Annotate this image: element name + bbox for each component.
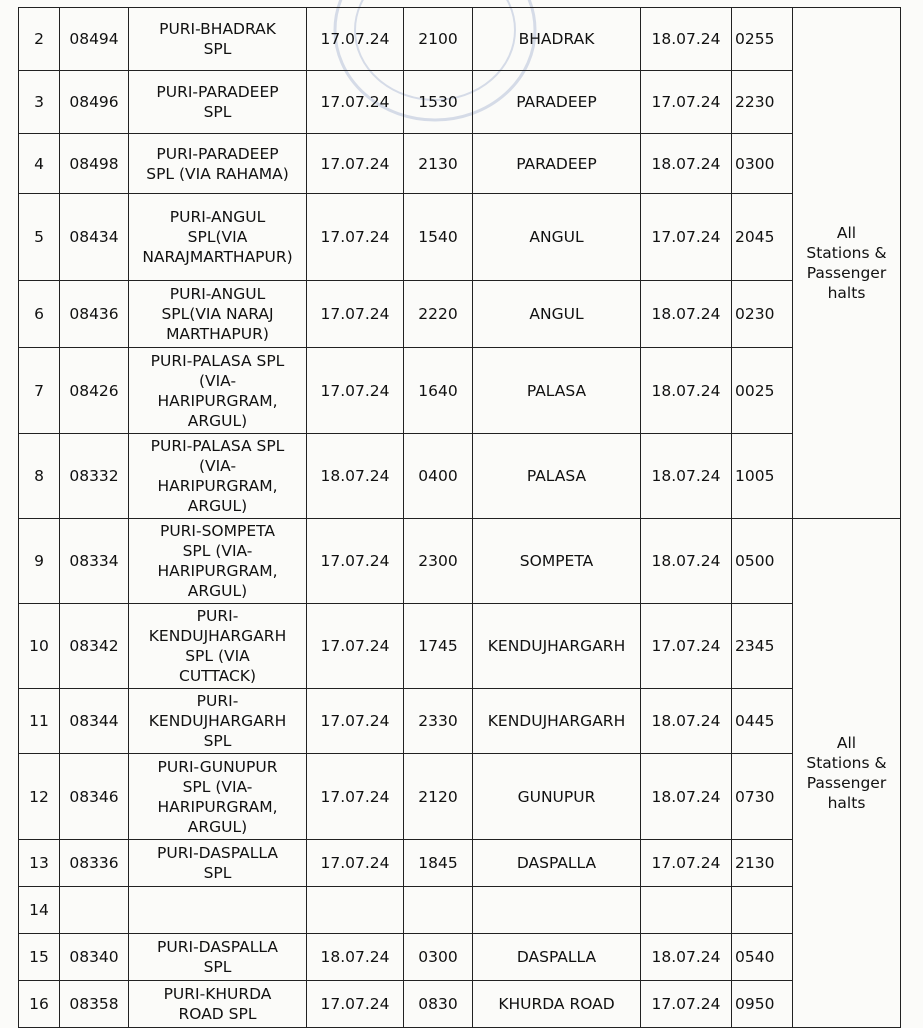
train-name-line: PURI-DASPALLA [157, 844, 278, 862]
departure-date: 17.07.24 [307, 840, 404, 887]
train-name [129, 981, 307, 1028]
train-name-line: (VIA- [198, 457, 237, 475]
train-name-line: HARIPURGRAM, [157, 391, 278, 410]
serial-number: 16 [19, 981, 60, 1028]
serial-number: 4 [19, 134, 60, 194]
destination: PARADEEP [473, 134, 641, 194]
train-number: 08340 [60, 934, 129, 981]
departure-time: 1530 [404, 71, 473, 134]
arrival-date: 18.07.24 [641, 754, 732, 840]
train-name-line: PURI-PALASA SPL [150, 351, 285, 370]
departure-time: 1640 [404, 348, 473, 434]
train-name-line: SPL [203, 732, 232, 750]
destination: DASPALLA [473, 934, 641, 981]
serial-number: 11 [19, 689, 60, 754]
destination: BHADRAK [473, 8, 641, 71]
train-number: 08346 [60, 754, 129, 840]
serial-number: 7 [19, 348, 60, 434]
stoppages-cell [793, 519, 901, 1028]
stoppages-line: Passenger [806, 264, 887, 282]
train-name-line: KENDUJHARGARH [148, 712, 287, 730]
train-number: 08332 [60, 434, 129, 519]
arrival-date [641, 887, 732, 934]
train-name [129, 604, 307, 689]
serial-number: 3 [19, 71, 60, 134]
destination: KENDUJHARGARH [473, 689, 641, 754]
departure-date: 17.07.24 [307, 754, 404, 840]
serial-number: 6 [19, 281, 60, 348]
train-name-line: KENDUJHARGARH [148, 627, 287, 645]
train-number: 08344 [60, 689, 129, 754]
departure-time: 1845 [404, 840, 473, 887]
train-number: 08342 [60, 604, 129, 689]
arrival-date: 17.07.24 [641, 604, 732, 689]
serial-number: 2 [19, 8, 60, 71]
serial-number: 14 [19, 887, 60, 934]
destination: PARADEEP [473, 71, 641, 134]
destination: KHURDA ROAD [473, 981, 641, 1028]
train-number: 08334 [60, 519, 129, 604]
train-name-line: SPL [203, 864, 232, 882]
train-name-line: ARGUL) [187, 497, 248, 515]
serial-number: 13 [19, 840, 60, 887]
train-name-line: CUTTACK) [179, 667, 256, 685]
train-number [60, 887, 129, 934]
destination: PALASA [473, 348, 641, 434]
arrival-date: 18.07.24 [641, 8, 732, 71]
arrival-time: 2230 [732, 71, 793, 134]
departure-date: 17.07.24 [307, 71, 404, 134]
arrival-date: 17.07.24 [641, 981, 732, 1028]
train-name-line: PURI-SOMPETA [159, 522, 276, 540]
table-row [19, 754, 901, 840]
train-number: 08434 [60, 194, 129, 281]
arrival-time: 1005 [732, 434, 793, 519]
destination: ANGUL [473, 281, 641, 348]
table-row [19, 887, 901, 934]
arrival-time: 0500 [732, 519, 793, 604]
table-row [19, 840, 901, 887]
departure-date: 17.07.24 [307, 134, 404, 194]
departure-date: 17.07.24 [307, 8, 404, 71]
table-row [19, 689, 901, 754]
arrival-date: 18.07.24 [641, 934, 732, 981]
train-name [129, 281, 307, 348]
train-name-line: PURI- [196, 692, 239, 710]
table-row [19, 71, 901, 134]
arrival-time: 2130 [732, 840, 793, 887]
table-row [19, 934, 901, 981]
table-row [19, 348, 901, 434]
arrival-date: 17.07.24 [641, 840, 732, 887]
departure-time: 2100 [404, 8, 473, 71]
destination: GUNUPUR [473, 754, 641, 840]
train-number: 08436 [60, 281, 129, 348]
arrival-date: 18.07.24 [641, 434, 732, 519]
stoppages-line: halts [827, 284, 866, 302]
serial-number: 5 [19, 194, 60, 281]
table-row [19, 8, 901, 71]
destination: DASPALLA [473, 840, 641, 887]
train-name [129, 840, 307, 887]
destination: KENDUJHARGARH [473, 604, 641, 689]
train-name-line: SPL (VIA- [182, 777, 253, 796]
arrival-time: 0540 [732, 934, 793, 981]
train-number: 08358 [60, 981, 129, 1028]
arrival-time: 0025 [732, 348, 793, 434]
train-name-line: (VIA- [198, 371, 237, 390]
stoppages-line: Stations & [806, 244, 887, 262]
stoppages-line: Stations & [806, 754, 887, 772]
arrival-time: 2045 [732, 194, 793, 281]
train-name-line: ARGUL) [187, 817, 248, 836]
arrival-date: 18.07.24 [641, 519, 732, 604]
train-name [129, 434, 307, 519]
train-name-line: SPL (VIA RAHAMA) [146, 164, 289, 183]
destination: SOMPETA [473, 519, 641, 604]
destination: ANGUL [473, 194, 641, 281]
special-train-schedule-table [18, 7, 901, 1028]
train-name [129, 71, 307, 134]
departure-time: 2330 [404, 689, 473, 754]
serial-number: 15 [19, 934, 60, 981]
train-name [129, 8, 307, 71]
departure-time: 0300 [404, 934, 473, 981]
departure-time: 0400 [404, 434, 473, 519]
train-name-line: SPL [203, 40, 232, 58]
departure-date: 18.07.24 [307, 434, 404, 519]
train-name [129, 689, 307, 754]
departure-date: 17.07.24 [307, 194, 404, 281]
train-name-line: SPL (VIA- [182, 542, 253, 560]
departure-date: 18.07.24 [307, 934, 404, 981]
train-name-line: PURI-ANGUL [169, 285, 266, 303]
stoppages-line: Passenger [806, 774, 887, 792]
train-name-line: NARAJMARTHAPUR) [142, 248, 293, 266]
table-row [19, 281, 901, 348]
train-name [129, 887, 307, 934]
arrival-date: 17.07.24 [641, 71, 732, 134]
train-name-line: PURI-BHADRAK [159, 20, 276, 38]
stoppages-line: halts [827, 794, 866, 812]
train-name-line: MARTHAPUR) [166, 325, 269, 343]
train-name [129, 754, 307, 840]
train-name-line: PURI- [196, 607, 239, 625]
train-name-line: PURI-PALASA SPL [150, 437, 285, 455]
serial-number: 10 [19, 604, 60, 689]
train-name-line: SPL(VIA NARAJ [161, 305, 274, 323]
departure-time: 2130 [404, 134, 473, 194]
table-row [19, 134, 901, 194]
train-name-line: PURI-PARADEEP [156, 83, 279, 101]
departure-time: 1540 [404, 194, 473, 281]
train-name-line: PURI-GUNUPUR [157, 757, 278, 776]
departure-time: 0830 [404, 981, 473, 1028]
arrival-date: 18.07.24 [641, 134, 732, 194]
train-name [129, 134, 307, 194]
train-number: 08494 [60, 8, 129, 71]
train-number: 08498 [60, 134, 129, 194]
arrival-time: 2345 [732, 604, 793, 689]
arrival-time: 0230 [732, 281, 793, 348]
arrival-date: 17.07.24 [641, 194, 732, 281]
arrival-time: 0730 [732, 754, 793, 840]
departure-time: 2220 [404, 281, 473, 348]
train-name-line: ROAD SPL [178, 1005, 257, 1023]
arrival-date: 18.07.24 [641, 689, 732, 754]
serial-number: 8 [19, 434, 60, 519]
train-name [129, 519, 307, 604]
train-name-line: PURI-KHURDA [163, 985, 272, 1003]
train-number: 08496 [60, 71, 129, 134]
table-row [19, 519, 901, 604]
train-name-line: HARIPURGRAM, [157, 562, 278, 580]
departure-time: 2300 [404, 519, 473, 604]
train-name-line: PURI-DASPALLA [157, 938, 278, 956]
train-number: 08336 [60, 840, 129, 887]
train-name-line: ARGUL) [187, 582, 248, 600]
serial-number: 12 [19, 754, 60, 840]
departure-date: 17.07.24 [307, 519, 404, 604]
departure-time [404, 887, 473, 934]
train-name-line: PURI-PARADEEP [156, 144, 279, 163]
arrival-time: 0445 [732, 689, 793, 754]
train-name-line: SPL(VIA [187, 228, 248, 246]
train-name-line: HARIPURGRAM, [157, 797, 278, 816]
table-row [19, 981, 901, 1028]
train-name [129, 934, 307, 981]
departure-date: 17.07.24 [307, 281, 404, 348]
serial-number: 9 [19, 519, 60, 604]
train-name-line: SPL [203, 958, 232, 976]
train-name-line: SPL (VIA [185, 647, 250, 665]
arrival-date: 18.07.24 [641, 281, 732, 348]
arrival-time: 0300 [732, 134, 793, 194]
destination [473, 887, 641, 934]
train-name-line: HARIPURGRAM, [157, 477, 278, 495]
departure-date: 17.07.24 [307, 348, 404, 434]
destination: PALASA [473, 434, 641, 519]
departure-date [307, 887, 404, 934]
departure-time: 1745 [404, 604, 473, 689]
train-name [129, 194, 307, 281]
departure-date: 17.07.24 [307, 689, 404, 754]
table-row [19, 194, 901, 281]
arrival-time: 0950 [732, 981, 793, 1028]
stoppages-line: All [836, 734, 857, 752]
arrival-time: 0255 [732, 8, 793, 71]
stoppages-cell [793, 8, 901, 519]
stoppages-line: All [836, 224, 857, 242]
departure-date: 17.07.24 [307, 604, 404, 689]
departure-time: 2120 [404, 754, 473, 840]
table-row [19, 604, 901, 689]
train-name [129, 348, 307, 434]
arrival-time [732, 887, 793, 934]
table-row [19, 434, 901, 519]
departure-date: 17.07.24 [307, 981, 404, 1028]
train-name-line: ARGUL) [187, 411, 248, 430]
train-name-line: SPL [203, 103, 232, 121]
train-number: 08426 [60, 348, 129, 434]
arrival-date: 18.07.24 [641, 348, 732, 434]
train-name-line: PURI-ANGUL [169, 208, 266, 226]
